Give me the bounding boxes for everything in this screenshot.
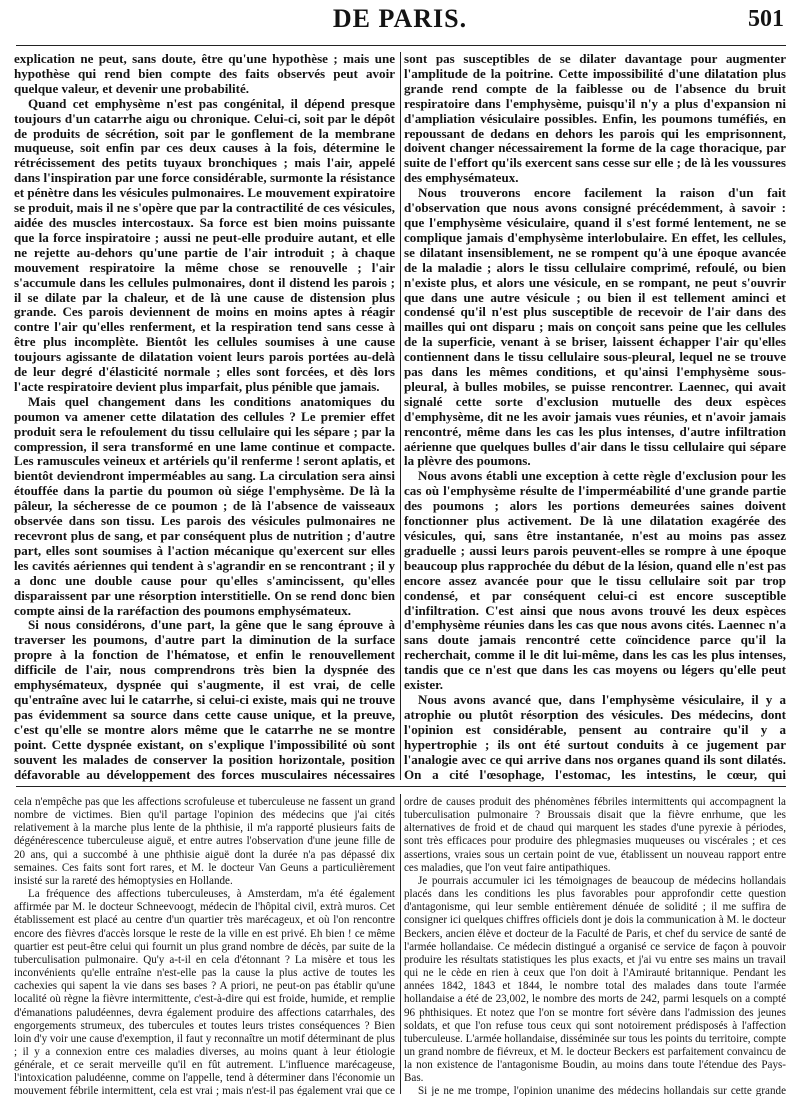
paragraph: La fréquence des affections tuberculeuses, à Amsterdam, m'a été également affirmée par M. le docteur Schneevoogt, médecin de l'hôpital civil, extrà muros. Cet établissement est placé au centre d'un quartier très marécageux, et où l'on rencontre encore des fièvres d'accès lorsque le reste de la ville en est privé. Eh bien ! ce même quartier est peut-être celui qui fournit un plus grand nombre de décès, par suite de la tuberculisation pulmonaire. Qu'y a-t-il en cela d'étonnant ? La misère et tous les inconvénients qu'elle entraîne n'est-elle pas la cause la plus active de toutes les cachexies qui sapent la vie dans ses bases ? A priori, ne peut-on pas établir qu'une localité où règne la fièvre intermittente, c'est-à-dire qui est froide, humide, et remplie d'émanations paludéennes, devra également produire des affections catarrhales, des engorgements strumeux, des tubercules et toutes leurs tristes conséquences ? Bien loin d'y voir une cause d'exemption, il faut y reconnaître un motif déterminant de plus ; il y a connexion entre ces maladies diverses, au moins quant à leur étiologie générale, et ce serait merveille qu'il en fût autrement. L'influence marécageuse, l'intoxication paludéenne, comme on l'appelle, tend à déterminer dans l'économie un mouvement fébrile intermittent, cela est vrai ; mais n'est-il pas également vrai que ce <box>14 888 395 1096</box>
top-column-divider <box>400 52 401 780</box>
paragraph: Nous avons avancé que, dans l'emphysème vésiculaire, il y a atrophie ou plutôt résorption des vésicules. Des médecins, dont l'opinion est considérable, pensent au contraire qu'il y a hypertrophie ; ils ont été surtout conduits à ce jugement par l'analogie avec ce qui arrive dans nos organes quand ils sont dilatés. On a cité l'œsophage, l'estomac, les intestins, le cœur, qui <box>404 691 786 782</box>
paragraph: Je pourrais accumuler ici les témoignages de beaucoup de médecins hollandais placés dans les conditions les plus favorables pour approfondir cette question d'antagonisme, qui leur semble entièrement dénuée de solidité ; il me suffira de consigner ici quelques chiffres officiels dont je dois la communication à M. le docteur Beckers, ancien élève et docteur de la Faculté de Paris, et chef du service de santé de l'armée hollandaise. Ce médecin distingué a organisé ce service de façon à pouvoir produire les résultats statistiques les plus exacts, et j'ai vu entre ses mains un travail qui ne le cède en rien à ceux que l'on doit à l'Amirauté britannique. Pendant les années 1842, 1843 et 1844, le nombre total des malades dans toute l'armée hollandaise a été de 23,002, le nombre des morts de 242, parmi lesquels on a compté 96 phthisiques. Et notez que l'on se montre fort sévère dans l'admission des jeunes soldats, et que l'on refuse tous ceux qui sont notoirement prédisposés à l'affection tuberculeuse. L'armée hollandaise, disséminée sur tous les points du territoire, compte un grand nombre de fiévreux, et M. le docteur Beckers est parfaitement convaincu de la non existence de l'antagonisme Boudin, au moins dans toute l'étendue des Pays-Bas. <box>404 874 786 1085</box>
page-header-title: DE PARIS. <box>332 4 468 33</box>
paragraph: Quand cet emphysème n'est pas congénital, il dépend presque toujours d'un catarrhe aigu ou chronique. Celui-ci, soit par le dépôt de produits de sécrétion, soit par le gonflement de la membrane muqueuse, soit enfin par ces deux causes à la fois, détermine le rétrécissement des petits tuyaux bronchiques ; mais l'air, appelé dans l'inspiration par une force considérable, surmonte la résistance et pénètre dans les vésicules pulmonaires. Le mouvement expiratoire se produit, mais il ne s'opère que par la contractilité de ces vésicules, aidée des muscles intercostaux. Sa force est bien moins puissante que la force inspiratoire ; aussi ne peut-elle produire autant, et elle ne rejette au-dehors qu'une partie de l'air introduit ; à chaque mouvement respiratoire la même chose se renouvelle ; l'air s'accumule dans les cellules pulmonaires, dont il distend les parois ; il se dilate par la chaleur, et de là une cause de distension plus grande. Ces parois deviennent de moins en moins aptes à réagir contre l'air qu'elles renferment, et la respiration tend sans cesse à être plus incomplète. Bientôt les cellules soumises à une cause toujours agissante de dilatation voient leurs parois portées au-delà de leur degré d'élasticité normale ; elles sont forcées, et dès lors l'acte respiratoire devient plus imparfait, plus pénible que jamais. <box>14 95 395 394</box>
top-left-column <box>14 52 395 782</box>
paragraph: explication ne peut, sans doute, être qu'une hypothèse ; mais une hypothèse qui rend bien compte des faits observés peut avoir quelque valeur, et devenir une probabilité. <box>14 52 395 96</box>
paragraph: Nous avons établi une exception à cette règle d'exclusion pour les cas où l'emphysème résulte de l'imperméabilité d'une grande partie des poumons ; alors les portions demeurées saines doivent fonctionner plus activement. De là une dilatation exagérée des vésicules, qui, sans être instantanée, n'est au moins pas assez graduelle ; aussi leurs parois peuvent-elles se rompre à une époque beaucoup plus rapprochée du début de la lésion, quand elle n'est pas encore assez avancée pour que le tissu cellulaire soit par trop condensé, et par conséquent celui-ci est encore susceptible d'infiltration. C'est ainsi que nous avons trouvé les deux espèces d'emphysème réunies dans les cas que nous avons cités. Laennec n'a sans doute jamais rencontré cette coïncidence parce qu'il la recherchait, comme il le dit lui-même, dans les cas les plus intenses, tandis que ce n'est que dans les cas moyens ou légers qu'elle peut exister. <box>404 468 786 693</box>
header-rule <box>16 45 786 46</box>
paragraph: Nous trouverons encore facilement la raison d'un fait d'observation que nous avons consigné précédemment, à savoir : que l'emphysème vésiculaire, quand il s'est formé lentement, ne se complique jamais d'emphysème interlobulaire. En effet, les cellules, se dilatant insensiblement, ne se rompent qu'à une époque avancée de la maladie ; alors le tissu cellulaire comprimé, refoulé, ou bien n'existe plus, et alors une vésicule, en se rompant, ne peut s'ouvrir que dans une autre vésicule ; ou bien il est tellement aminci et condensé qu'il n'est plus susceptible de recevoir de l'air dans des mailles qui ont disparu ; mais on conçoit sans peine que les cellules de la superficie, venant à se briser, laissent échapper l'air qu'elles contiennent dans le tissu cellulaire sous-pleural, lequel ne se trouve pas dans les mêmes conditions, et qu'ainsi l'emphysème sous-pleural, à bulles mobiles, se puisse rencontrer. Laennec, qui avait signalé cette sorte d'exclusion mutuelle des deux espèces d'emphysème, dit ne les avoir jamais vues réunies, et n'avoir jamais rencontré, même dans les cas les plus intenses, d'autre infiltration aérienne que quelques bulles d'air dans le tissu cellulaire qui sépare la plèvre des poumons. <box>404 185 786 469</box>
paragraph: Mais quel changement dans les conditions anatomiques du poumon va amener cette dilatation des cellules ? Le premier effet produit sera le refoulement du tissu cellulaire qui les sépare ; par la compression, il sera transformé en une lame continue et compacte. Les ramuscules veineux et artériels qu'il renferme ! seront aplatis, et bientôt deviendront imperméables au sang. La circulation sera ainsi étouffée dans la partie du poumon où siége l'emphysème. De là la pâleur, la sécheresse de ce poumon ; de là l'absence de vaisseaux observée dans son tissu. Les parois des vésicules pulmonaires ne recevront plus de sang, et par conséquent plus de nutrition ; d'autre part, elles sont soumises à l'action mécanique qu'exercent sur elles les cavités aériennes qui tendent à s'agrandir en se rencontrant ; il y a donc une double cause pour qu'elles s'amincissent, qu'elles disparaissent par une résorption interstitielle. On se rend donc bien compte ainsi de la raréfaction des poumons emphysémateux. <box>14 393 395 618</box>
paragraph: sont pas susceptibles de se dilater davantage pour augmenter l'amplitude de la poitrine. Cette impossibilité d'une dilatation plus grande rend compte de la faiblesse ou de l'absence du bruit respiratoire dans l'emphysème, puisqu'il n'y a plus d'expansion ni d'ampliation vésiculaire possibles. Enfin, les poumons tuméfiés, en repoussant de dedans en dehors les parois qui les emprisonnent, doivent changer nécessairement la forme de la cage thoracique, par suite de l'effort qu'ils exercent sans cesse sur elle ; de là les voussures des emphysémateux. <box>404 52 786 186</box>
bottom-right-column <box>404 796 786 1096</box>
paragraph: Si nous considérons, d'une part, la gêne que le sang éprouve à traverser les poumons, d'autre part la diminution de la surface propre à la fonction de l'hématose, et enfin le renouvellement difficile de l'air, nous comprendrons très bien la dyspnée des emphysémateux, dyspnée qui s'augmente, il est vrai, de celle qu'entraîne avec lui le catarrhe, si celui-ci existe, mais qui ne trouve pas évidemment sa source dans cette cause unique, et la preuve, c'est qu'elle se montre alors même que le catarrhe ne se montre point. Cette dyspnée existant, on s'explique l'impossibilité où sont souvent les malades de conserver la position horizontale, position défavorable au développement des forces musculaires nécessaires <box>14 617 395 782</box>
bottom-column-divider <box>400 794 401 1094</box>
paragraph: cela n'empêche pas que les affections scrofuleuse et tuberculeuse ne fassent un grand nombre de victimes. Bien qu'il partage l'opinion des médecins que j'ai cités relativement à la marche plus lente de la phthisie, il m'a rapporté plusieurs faits de dégénérescence tuberculeuse aiguë, et entre autres l'observation d'une jeune fille de 20 ans, qui a succombé à une phthisie aiguë dont la durée n'a pas dépassé dix semaines. Ces faits sont fort rares, et M. le docteur Van Geuns a particulièrement insisté sur la rareté des hémoptysies en Hollande. <box>14 796 395 887</box>
page-number: 501 <box>748 6 784 32</box>
top-right-column <box>404 52 786 782</box>
paragraph: ordre de causes produit des phénomènes fébriles intermittents qui accompagnent la tuberculisation pulmonaire ? Broussais disait que la fièvre enrhume, que les alternatives de froid et de chaud qui marquent les stades d'une pyrexie à périodes, sont très efficaces pour produire des phlegmasies muqueuses ou viscérales ; et ces assertions, vraies sous un certain point de vue, établissent un nouveau rapport entre ces maladies, que l'on veut faire antipathiques. <box>404 796 786 874</box>
bottom-left-column <box>14 796 395 1096</box>
paragraph: Si je ne me trompe, l'opinion unanime des médecins hollandais sur cette grande <box>418 1085 786 1096</box>
section-divider-rule <box>16 786 786 787</box>
